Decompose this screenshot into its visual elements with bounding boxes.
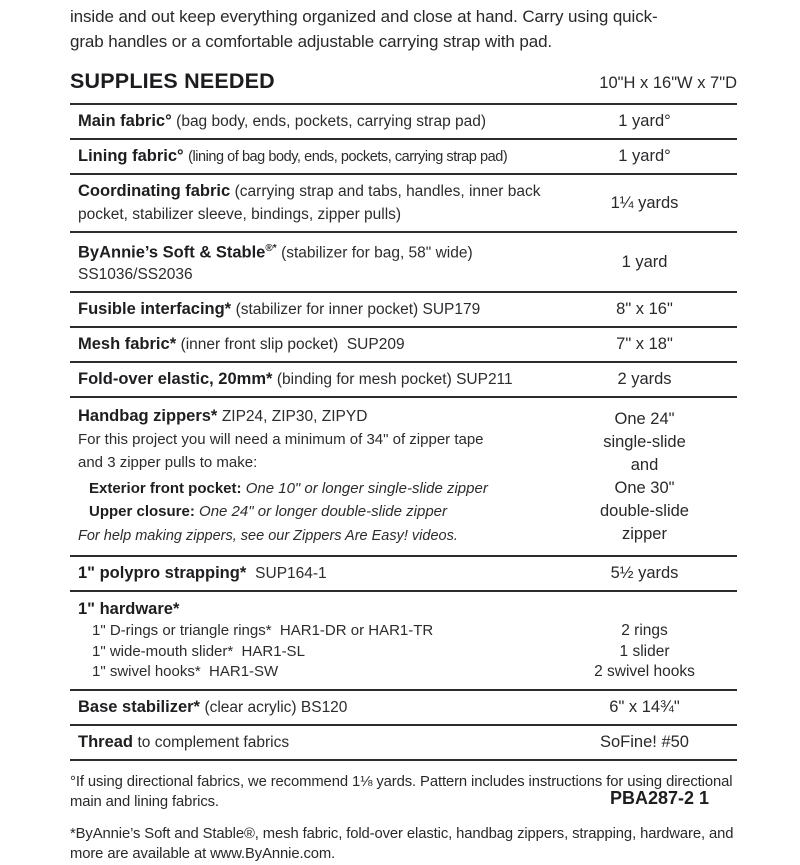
intro-line-2: grab handles or a comfortable adjustable carrying strap with pad.	[70, 32, 553, 51]
supplies-header	[70, 69, 737, 94]
zipper-item-label: Exterior front pocket:	[89, 480, 242, 498]
supplies-table	[70, 103, 737, 761]
supply-code: SS1036/SS2036	[78, 266, 193, 284]
row-lining-fabric	[70, 140, 737, 175]
supply-name: Lining fabric°	[78, 147, 184, 165]
pattern-number: PBA287-2 1	[610, 788, 710, 808]
supply-desc: SUP164-1	[255, 565, 327, 583]
zipper-item-upper	[78, 500, 546, 523]
hardware-item: 1" wide-mouth slider* HAR1-SL	[92, 642, 305, 660]
supply-qty: 6" x 14¾"	[609, 697, 680, 716]
supply-name: Mesh fabric*	[78, 335, 177, 354]
supply-name: Base stabilizer*	[78, 697, 200, 716]
footnote-availability: *ByAnnie’s Soft and Stable®, mesh fabric, fold-over elastic, handbag zippers, strapping, hardware, and more are available at www.ByAnnie.com.	[70, 825, 734, 863]
supply-desc: (stabilizer for bag, 58" wide)	[281, 244, 473, 262]
supply-desc: (lining of bag body, ends, pockets, carrying strap pad)	[188, 149, 508, 165]
row-mesh-fabric	[70, 328, 737, 363]
supply-name: 1" hardware*	[78, 600, 180, 619]
zipper-requirements-line-2: and 3 zipper pulls to make:	[78, 454, 258, 472]
row-thread	[70, 726, 737, 761]
supply-desc: (stabilizer for inner pocket) SUP179	[235, 301, 481, 319]
supply-desc: (bag body, ends, pockets, carrying strap pad)	[176, 113, 487, 130]
supply-desc: (clear acrylic) BS120	[204, 698, 348, 716]
supply-qty: 1 yard	[621, 252, 668, 271]
supply-qty: 8" x 16"	[616, 300, 673, 319]
registered-mark: ®*	[265, 243, 277, 254]
supply-name: Fold-over elastic, 20mm*	[78, 370, 273, 389]
row-handbag-zippers	[70, 398, 737, 557]
hardware-item: 1" D-rings or triangle rings* HAR1-DR or HAR1-TR	[92, 622, 434, 640]
supply-qty: SoFine! #50	[600, 732, 689, 751]
hardware-item: 1" swivel hooks* HAR1-SW	[92, 663, 279, 681]
zipper-item-label: Upper closure:	[89, 503, 195, 521]
supply-desc: to complement fabrics	[137, 733, 290, 751]
zipper-item-value: One 10" or longer single-slide zipper	[245, 480, 488, 498]
supply-qty: 2 yards	[617, 370, 672, 389]
supply-qty: 5½ yards	[610, 564, 679, 583]
section-title: SUPPLIES NEEDED	[70, 69, 275, 93]
row-polypro-strapping	[70, 557, 737, 592]
supply-name: ByAnnie’s Soft & Stable	[78, 243, 266, 262]
row-base-stabilizer	[70, 691, 737, 726]
supply-name: 1" polypro strapping*	[78, 564, 247, 583]
row-fold-over-elastic	[70, 363, 737, 398]
bag-dimensions: 10"H x 16"W x 7"D	[599, 74, 737, 92]
supply-codes: ZIP24, ZIP30, ZIPYD	[221, 408, 368, 426]
supply-desc: (carrying strap and tabs, handles, inner back pocket, stabilizer sleeve, bindings, zipper pulls)	[78, 183, 545, 223]
supply-desc: (binding for mesh pocket) SUP211	[276, 371, 513, 389]
supply-name: Main fabric°	[78, 112, 172, 130]
zipper-item-exterior	[78, 477, 546, 500]
footnote-directional-fabrics: °If using directional fabrics, we recommend 1⅛ yards. Pattern includes instructions for using directional main and lining fabrics.	[70, 773, 733, 811]
supply-qty: 1 yard°	[618, 147, 671, 165]
supply-qty: One 24" single-slide and One 30" double-slide zipper	[600, 409, 689, 543]
supply-name: Coordinating fabric	[78, 182, 231, 200]
intro-line-1: inside and out keep everything organized and close at hand. Carry using quick-	[70, 7, 658, 26]
row-main-fabric	[70, 105, 737, 140]
row-hardware	[70, 592, 737, 691]
supply-name: Handbag zippers*	[78, 407, 218, 426]
zipper-item-value: One 24" or longer double-slide zipper	[199, 503, 448, 521]
row-soft-and-stable	[70, 233, 737, 293]
zipper-requirements-line-1: For this project you will need a minimum of 34" of zipper tape	[78, 431, 484, 449]
supply-name: Thread	[78, 732, 134, 751]
supply-name: Fusible interfacing*	[78, 300, 232, 319]
supply-qty: 7" x 18"	[616, 335, 673, 354]
row-coordinating-fabric	[70, 175, 737, 233]
row-fusible-interfacing	[70, 293, 737, 328]
supply-qty: 1 yard°	[618, 112, 671, 130]
supply-qty: 2 rings 1 slider 2 swivel hooks	[594, 622, 695, 681]
supply-desc: (inner front slip pocket) SUP209	[180, 336, 405, 354]
intro-paragraph	[70, 4, 737, 54]
supply-qty: 1¼ yards	[610, 193, 679, 212]
zipper-help-note: For help making zippers, see our Zippers Are Easy! videos.	[78, 528, 458, 545]
